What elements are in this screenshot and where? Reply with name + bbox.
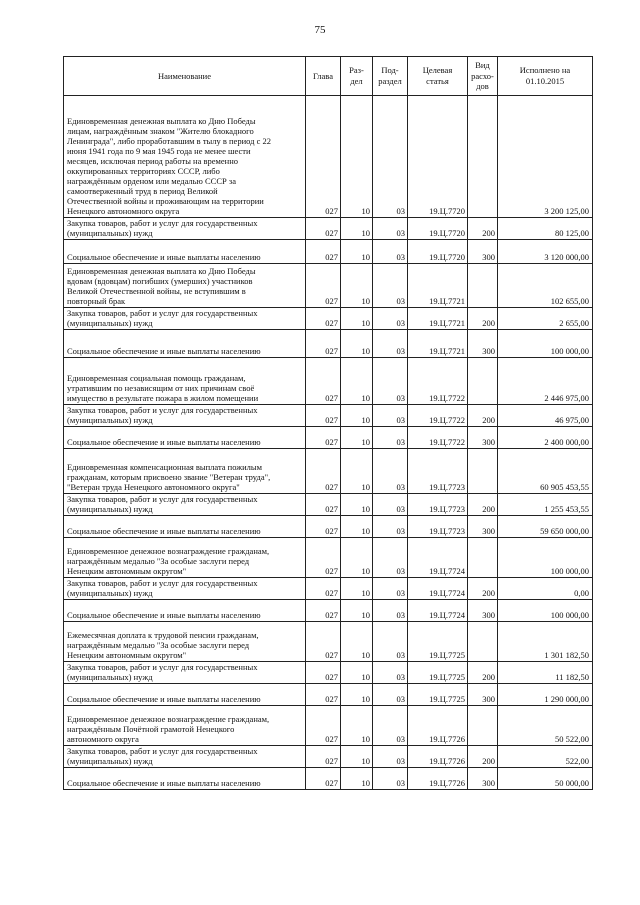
budget-execution-table (63, 56, 593, 790)
table-row (64, 240, 593, 264)
table-row (64, 218, 593, 240)
header-glava: Глава (306, 57, 341, 96)
row-amount-cell: 2 446 975,00 (498, 358, 593, 405)
row-podrazdel-cell: 03 (373, 662, 408, 684)
row-podrazdel-cell: 03 (373, 600, 408, 622)
row-name-cell: Социальное обеспечение и иные выплаты населению (64, 600, 306, 622)
header-name: Наименование (64, 57, 306, 96)
row-article-cell: 19.Ц.7723 (408, 494, 468, 516)
row-razdel-cell: 10 (341, 684, 373, 706)
row-amount-cell: 46 975,00 (498, 405, 593, 427)
row-vid-cell (468, 622, 498, 662)
row-podrazdel-cell: 03 (373, 96, 408, 218)
row-article-cell: 19.Ц.7721 (408, 264, 468, 308)
row-vid-cell (468, 264, 498, 308)
row-article-cell: 19.Ц.7724 (408, 578, 468, 600)
row-razdel-cell: 10 (341, 746, 373, 768)
row-razdel-cell: 10 (341, 358, 373, 405)
row-name-cell: Социальное обеспечение и иные выплаты населению (64, 768, 306, 790)
row-podrazdel-cell: 03 (373, 494, 408, 516)
table-row (64, 264, 593, 308)
row-glava-cell: 027 (306, 330, 341, 358)
header-podrazdel: Под- раздел (373, 57, 408, 96)
table-row (64, 405, 593, 427)
row-amount-cell: 1 301 182,50 (498, 622, 593, 662)
row-amount-cell: 100 000,00 (498, 330, 593, 358)
row-razdel-cell: 10 (341, 538, 373, 578)
row-name-cell: Ежемесячная доплата к трудовой пенсии гражданам, награждённым медалью "За особые заслуги перед Ненецким автономным округом" (64, 622, 306, 662)
row-glava-cell: 027 (306, 662, 341, 684)
row-podrazdel-cell: 03 (373, 308, 408, 330)
row-razdel-cell: 10 (341, 706, 373, 746)
row-vid-cell: 300 (468, 240, 498, 264)
row-amount-cell: 100 000,00 (498, 538, 593, 578)
row-razdel-cell: 10 (341, 578, 373, 600)
table-row (64, 746, 593, 768)
row-article-cell: 19.Ц.7722 (408, 427, 468, 449)
row-glava-cell: 027 (306, 768, 341, 790)
table-body (64, 96, 593, 790)
row-name-cell: Закупка товаров, работ и услуг для государственных (муниципальных) нужд (64, 662, 306, 684)
row-glava-cell: 027 (306, 427, 341, 449)
page-number: 75 (314, 24, 326, 36)
row-podrazdel-cell: 03 (373, 538, 408, 578)
row-podrazdel-cell: 03 (373, 358, 408, 405)
row-vid-cell: 200 (468, 494, 498, 516)
row-razdel-cell: 10 (341, 330, 373, 358)
row-amount-cell: 1 255 453,55 (498, 494, 593, 516)
header-article: Целевая статья (408, 57, 468, 96)
table-row (64, 427, 593, 449)
table-row (64, 516, 593, 538)
row-amount-cell: 102 655,00 (498, 264, 593, 308)
row-glava-cell: 027 (306, 218, 341, 240)
row-name-cell: Социальное обеспечение и иные выплаты населению (64, 240, 306, 264)
row-razdel-cell: 10 (341, 622, 373, 662)
row-glava-cell: 027 (306, 746, 341, 768)
row-amount-cell: 59 650 000,00 (498, 516, 593, 538)
row-amount-cell: 60 905 453,55 (498, 449, 593, 494)
row-podrazdel-cell: 03 (373, 218, 408, 240)
row-podrazdel-cell: 03 (373, 264, 408, 308)
row-razdel-cell: 10 (341, 427, 373, 449)
row-glava-cell: 027 (306, 264, 341, 308)
table-row (64, 96, 593, 218)
row-article-cell: 19.Ц.7722 (408, 405, 468, 427)
table-row (64, 600, 593, 622)
row-vid-cell: 300 (468, 427, 498, 449)
row-article-cell: 19.Ц.7721 (408, 330, 468, 358)
row-article-cell: 19.Ц.7720 (408, 218, 468, 240)
row-article-cell: 19.Ц.7720 (408, 96, 468, 218)
row-name-cell: Закупка товаров, работ и услуг для государственных (муниципальных) нужд (64, 308, 306, 330)
row-podrazdel-cell: 03 (373, 516, 408, 538)
header-executed: Исполнено на 01.10.2015 (498, 57, 593, 96)
row-name-cell: Единовременная денежная выплата ко Дню Победы вдовам (вдовцам) погибших (умерших) участников Великой Отечественной войны, не вступившим в повторный брак (64, 264, 306, 308)
row-vid-cell (468, 538, 498, 578)
row-razdel-cell: 10 (341, 662, 373, 684)
row-glava-cell: 027 (306, 358, 341, 405)
row-glava-cell: 027 (306, 600, 341, 622)
table-row (64, 662, 593, 684)
row-razdel-cell: 10 (341, 494, 373, 516)
table-row (64, 449, 593, 494)
row-glava-cell: 027 (306, 706, 341, 746)
row-name-cell: Закупка товаров, работ и услуг для государственных (муниципальных) нужд (64, 218, 306, 240)
row-vid-cell: 200 (468, 405, 498, 427)
row-glava-cell: 027 (306, 538, 341, 578)
table-row (64, 494, 593, 516)
row-glava-cell: 027 (306, 684, 341, 706)
row-amount-cell: 0,00 (498, 578, 593, 600)
row-vid-cell: 300 (468, 684, 498, 706)
table-row (64, 684, 593, 706)
row-name-cell: Социальное обеспечение и иные выплаты населению (64, 427, 306, 449)
table-row (64, 330, 593, 358)
row-article-cell: 19.Ц.7723 (408, 516, 468, 538)
row-name-cell: Закупка товаров, работ и услуг для государственных (муниципальных) нужд (64, 578, 306, 600)
row-article-cell: 19.Ц.7720 (408, 240, 468, 264)
row-name-cell: Единовременная социальная помощь гражданам, утратившим по независящим от них причинам своё имущество в результате пожара в жилом помещении (64, 358, 306, 405)
row-razdel-cell: 10 (341, 308, 373, 330)
row-name-cell: Закупка товаров, работ и услуг для государственных (муниципальных) нужд (64, 494, 306, 516)
row-article-cell: 19.Ц.7724 (408, 538, 468, 578)
header-vid: Вид расхо- дов (468, 57, 498, 96)
table-row (64, 622, 593, 662)
row-name-cell: Единовременная компенсационная выплата пожилым гражданам, которым присвоено звание "Ветеран труда", "Ветеран труда Ненецкого автономного округа" (64, 449, 306, 494)
row-vid-cell (468, 96, 498, 218)
row-razdel-cell: 10 (341, 405, 373, 427)
row-vid-cell (468, 449, 498, 494)
row-glava-cell: 027 (306, 516, 341, 538)
table-row (64, 538, 593, 578)
row-article-cell: 19.Ц.7725 (408, 684, 468, 706)
row-razdel-cell: 10 (341, 218, 373, 240)
row-razdel-cell: 10 (341, 264, 373, 308)
row-amount-cell: 2 400 000,00 (498, 427, 593, 449)
row-podrazdel-cell: 03 (373, 449, 408, 494)
row-glava-cell: 027 (306, 308, 341, 330)
row-name-cell: Социальное обеспечение и иные выплаты населению (64, 684, 306, 706)
row-vid-cell: 300 (468, 768, 498, 790)
row-article-cell: 19.Ц.7726 (408, 768, 468, 790)
row-amount-cell: 3 200 125,00 (498, 96, 593, 218)
row-podrazdel-cell: 03 (373, 684, 408, 706)
row-vid-cell: 200 (468, 746, 498, 768)
row-podrazdel-cell: 03 (373, 706, 408, 746)
row-article-cell: 19.Ц.7722 (408, 358, 468, 405)
row-glava-cell: 027 (306, 622, 341, 662)
row-amount-cell: 50 522,00 (498, 706, 593, 746)
table-row (64, 578, 593, 600)
row-vid-cell (468, 358, 498, 405)
table-row (64, 308, 593, 330)
row-amount-cell: 3 120 000,00 (498, 240, 593, 264)
row-razdel-cell: 10 (341, 449, 373, 494)
row-article-cell: 19.Ц.7725 (408, 622, 468, 662)
row-name-cell: Единовременное денежное вознаграждение гражданам, награждённым Почётной грамотой Ненецкого автономного округа (64, 706, 306, 746)
row-glava-cell: 027 (306, 96, 341, 218)
row-vid-cell: 300 (468, 600, 498, 622)
row-name-cell: Социальное обеспечение и иные выплаты населению (64, 516, 306, 538)
row-name-cell: Закупка товаров, работ и услуг для государственных (муниципальных) нужд (64, 746, 306, 768)
row-podrazdel-cell: 03 (373, 578, 408, 600)
row-glava-cell: 027 (306, 494, 341, 516)
header-razdel: Раз- дел (341, 57, 373, 96)
row-podrazdel-cell: 03 (373, 746, 408, 768)
row-name-cell: Единовременное денежное вознаграждение гражданам, награждённым медалью "За особые заслуги перед Ненецким автономным округом" (64, 538, 306, 578)
row-article-cell: 19.Ц.7721 (408, 308, 468, 330)
row-razdel-cell: 10 (341, 768, 373, 790)
row-podrazdel-cell: 03 (373, 622, 408, 662)
row-amount-cell: 2 655,00 (498, 308, 593, 330)
row-name-cell: Закупка товаров, работ и услуг для государственных (муниципальных) нужд (64, 405, 306, 427)
table-header-row (64, 57, 593, 96)
row-vid-cell (468, 706, 498, 746)
row-vid-cell: 300 (468, 516, 498, 538)
row-amount-cell: 100 000,00 (498, 600, 593, 622)
row-podrazdel-cell: 03 (373, 427, 408, 449)
row-podrazdel-cell: 03 (373, 768, 408, 790)
row-amount-cell: 11 182,50 (498, 662, 593, 684)
table-row (64, 706, 593, 746)
row-article-cell: 19.Ц.7726 (408, 746, 468, 768)
row-razdel-cell: 10 (341, 516, 373, 538)
row-article-cell: 19.Ц.7725 (408, 662, 468, 684)
row-name-cell: Социальное обеспечение и иные выплаты населению (64, 330, 306, 358)
row-vid-cell: 200 (468, 578, 498, 600)
row-amount-cell: 522,00 (498, 746, 593, 768)
row-vid-cell: 300 (468, 330, 498, 358)
row-vid-cell: 200 (468, 218, 498, 240)
row-razdel-cell: 10 (341, 96, 373, 218)
row-name-cell: Единовременная денежная выплата ко Дню Победы лицам, награждённым знаком "Жителю блокадного Ленинграда", либо проработавшим в тылу в период с 22 июня 1941 года по 9 мая 1945 года не менее шести месяцев, исключая период работы на временно оккупированных территориях СССР, либо награждённым орденом или медалью СССР за самоотверженный труд в период Великой Отечественной войны и проживающим на территории Ненецкого автономного округа (64, 96, 306, 218)
row-amount-cell: 50 000,00 (498, 768, 593, 790)
row-glava-cell: 027 (306, 405, 341, 427)
row-razdel-cell: 10 (341, 240, 373, 264)
row-glava-cell: 027 (306, 240, 341, 264)
row-razdel-cell: 10 (341, 600, 373, 622)
row-amount-cell: 80 125,00 (498, 218, 593, 240)
row-glava-cell: 027 (306, 449, 341, 494)
row-vid-cell: 200 (468, 308, 498, 330)
row-podrazdel-cell: 03 (373, 240, 408, 264)
row-podrazdel-cell: 03 (373, 405, 408, 427)
table-row (64, 768, 593, 790)
row-podrazdel-cell: 03 (373, 330, 408, 358)
row-vid-cell: 200 (468, 662, 498, 684)
row-article-cell: 19.Ц.7726 (408, 706, 468, 746)
row-article-cell: 19.Ц.7723 (408, 449, 468, 494)
row-glava-cell: 027 (306, 578, 341, 600)
row-article-cell: 19.Ц.7724 (408, 600, 468, 622)
row-amount-cell: 1 290 000,00 (498, 684, 593, 706)
table-row (64, 358, 593, 405)
